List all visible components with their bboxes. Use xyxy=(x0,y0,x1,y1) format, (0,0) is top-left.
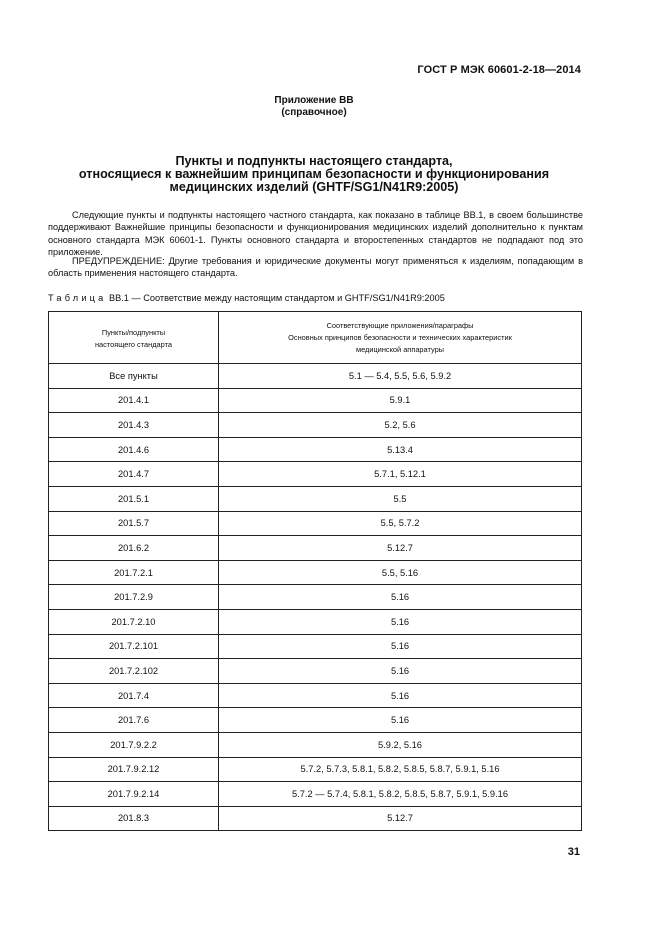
clause-cell: 201.5.1 xyxy=(49,486,219,511)
clause-cell: 201.6.2 xyxy=(49,536,219,561)
appendix-label: Приложение ВВ xyxy=(274,95,354,106)
principle-cell: 5.7.2 — 5.7.4, 5.8.1, 5.8.2, 5.8.5, 5.8.7, 5.9.1, 5.9.16 xyxy=(219,782,582,807)
header-line: медицинской аппаратуры xyxy=(355,344,444,354)
table-row xyxy=(49,659,582,684)
document-id: ГОСТ Р МЭК 60601-2-18—2014 xyxy=(417,64,581,76)
principle-cell: 5.5, 5.7.2 xyxy=(219,511,582,536)
principle-cell: 5.7.1, 5.12.1 xyxy=(219,462,582,487)
clause-cell: 201.4.6 xyxy=(49,437,219,462)
clause-cell: 201.7.9.2.12 xyxy=(49,757,219,782)
header-line: настоящего стандарта xyxy=(94,339,173,349)
principle-cell: 5.16 xyxy=(219,708,582,733)
header-line: Пункты/подпункты xyxy=(101,327,166,337)
table-row xyxy=(49,806,582,831)
table-row xyxy=(49,560,582,585)
table-row xyxy=(49,511,582,536)
header-line: Основных принципов безопасности и технических характеристик xyxy=(288,332,512,342)
clause-cell: 201.7.9.2.14 xyxy=(49,782,219,807)
table-body xyxy=(49,364,582,831)
appendix-heading xyxy=(0,95,628,119)
principle-cell: 5.16 xyxy=(219,634,582,659)
column-header-principles xyxy=(219,312,582,364)
appendix-sub: (справочное) xyxy=(281,107,347,118)
table-caption xyxy=(48,293,445,303)
clause-cell: 201.5.7 xyxy=(49,511,219,536)
page-number: 31 xyxy=(567,846,580,858)
table-row xyxy=(49,413,582,438)
clause-cell: 201.7.2.101 xyxy=(49,634,219,659)
table-row xyxy=(49,585,582,610)
clause-cell: 201.4.3 xyxy=(49,413,219,438)
clause-cell: 201.7.2.102 xyxy=(49,659,219,684)
principle-cell: 5.12.7 xyxy=(219,536,582,561)
title-line: относящиеся к важнейшим принципам безопасности и функционирования xyxy=(78,167,550,181)
table-row xyxy=(49,462,582,487)
caption-text: ВВ.1 — Соответствие между настоящим стандартом и GHTF/SG1/N41R9:2005 xyxy=(109,293,445,303)
clause-cell: 201.4.1 xyxy=(49,388,219,413)
clause-cell: 201.8.3 xyxy=(49,806,219,831)
table-row xyxy=(49,437,582,462)
intro-text: Следующие пункты и подпункты настоящего частного стандарта, как показано в таблице ВВ.1, в своем большинстве поддерживают Важнейшие принципы безопасности и функционирования медицинских изделий дополнительно к пунктам основного стандарта МЭК 60601-1. Пункты основного стандарта и второстепенных стандартов не подпадают под это приложение. xyxy=(48,210,583,257)
intro-paragraph xyxy=(48,209,583,258)
principle-cell: 5.5, 5.16 xyxy=(219,560,582,585)
table-header-row xyxy=(49,312,582,364)
clause-cell: 201.7.2.1 xyxy=(49,560,219,585)
table-row xyxy=(49,634,582,659)
section-title xyxy=(0,155,628,194)
table-row xyxy=(49,782,582,807)
correspondence-table xyxy=(48,311,582,831)
principle-cell: 5.9.1 xyxy=(219,388,582,413)
header-line: Соответствующие приложения/параграфы xyxy=(326,320,474,330)
principle-cell: 5.5 xyxy=(219,486,582,511)
principle-cell: 5.16 xyxy=(219,659,582,684)
clause-cell: 201.7.2.10 xyxy=(49,609,219,634)
clause-cell: 201.4.7 xyxy=(49,462,219,487)
table-row xyxy=(49,757,582,782)
warning-paragraph xyxy=(48,255,583,280)
principle-cell: 5.16 xyxy=(219,609,582,634)
principle-cell: 5.9.2, 5.16 xyxy=(219,732,582,757)
principle-cell: 5.1 — 5.4, 5.5, 5.6, 5.9.2 xyxy=(219,364,582,389)
warning-text: ПРЕДУПРЕЖДЕНИЕ: Другие требования и юридические документы могут применяться к изделиям, попадающим в область применения настоящего стандарта. xyxy=(48,256,583,279)
principle-cell: 5.13.4 xyxy=(219,437,582,462)
table-row xyxy=(49,486,582,511)
caption-prefix: Таблица xyxy=(48,293,107,303)
principle-cell: 5.2, 5.6 xyxy=(219,413,582,438)
title-line: Пункты и подпункты настоящего стандарта, xyxy=(175,154,453,168)
table-row xyxy=(49,364,582,389)
clause-cell: 201.7.4 xyxy=(49,683,219,708)
table-row xyxy=(49,609,582,634)
table-row xyxy=(49,683,582,708)
title-line: медицинских изделий (GHTF/SG1/N41R9:2005) xyxy=(169,180,459,194)
clause-cell: 201.7.9.2.2 xyxy=(49,732,219,757)
principle-cell: 5.16 xyxy=(219,683,582,708)
table-row xyxy=(49,536,582,561)
clause-cell: 201.7.2.9 xyxy=(49,585,219,610)
column-header-clauses xyxy=(49,312,219,364)
clause-cell: Все пункты xyxy=(49,364,219,389)
table-row xyxy=(49,732,582,757)
principle-cell: 5.16 xyxy=(219,585,582,610)
principle-cell: 5.7.2, 5.7.3, 5.8.1, 5.8.2, 5.8.5, 5.8.7, 5.9.1, 5.16 xyxy=(219,757,582,782)
table-row xyxy=(49,388,582,413)
principle-cell: 5.12.7 xyxy=(219,806,582,831)
clause-cell: 201.7.6 xyxy=(49,708,219,733)
table-row xyxy=(49,708,582,733)
